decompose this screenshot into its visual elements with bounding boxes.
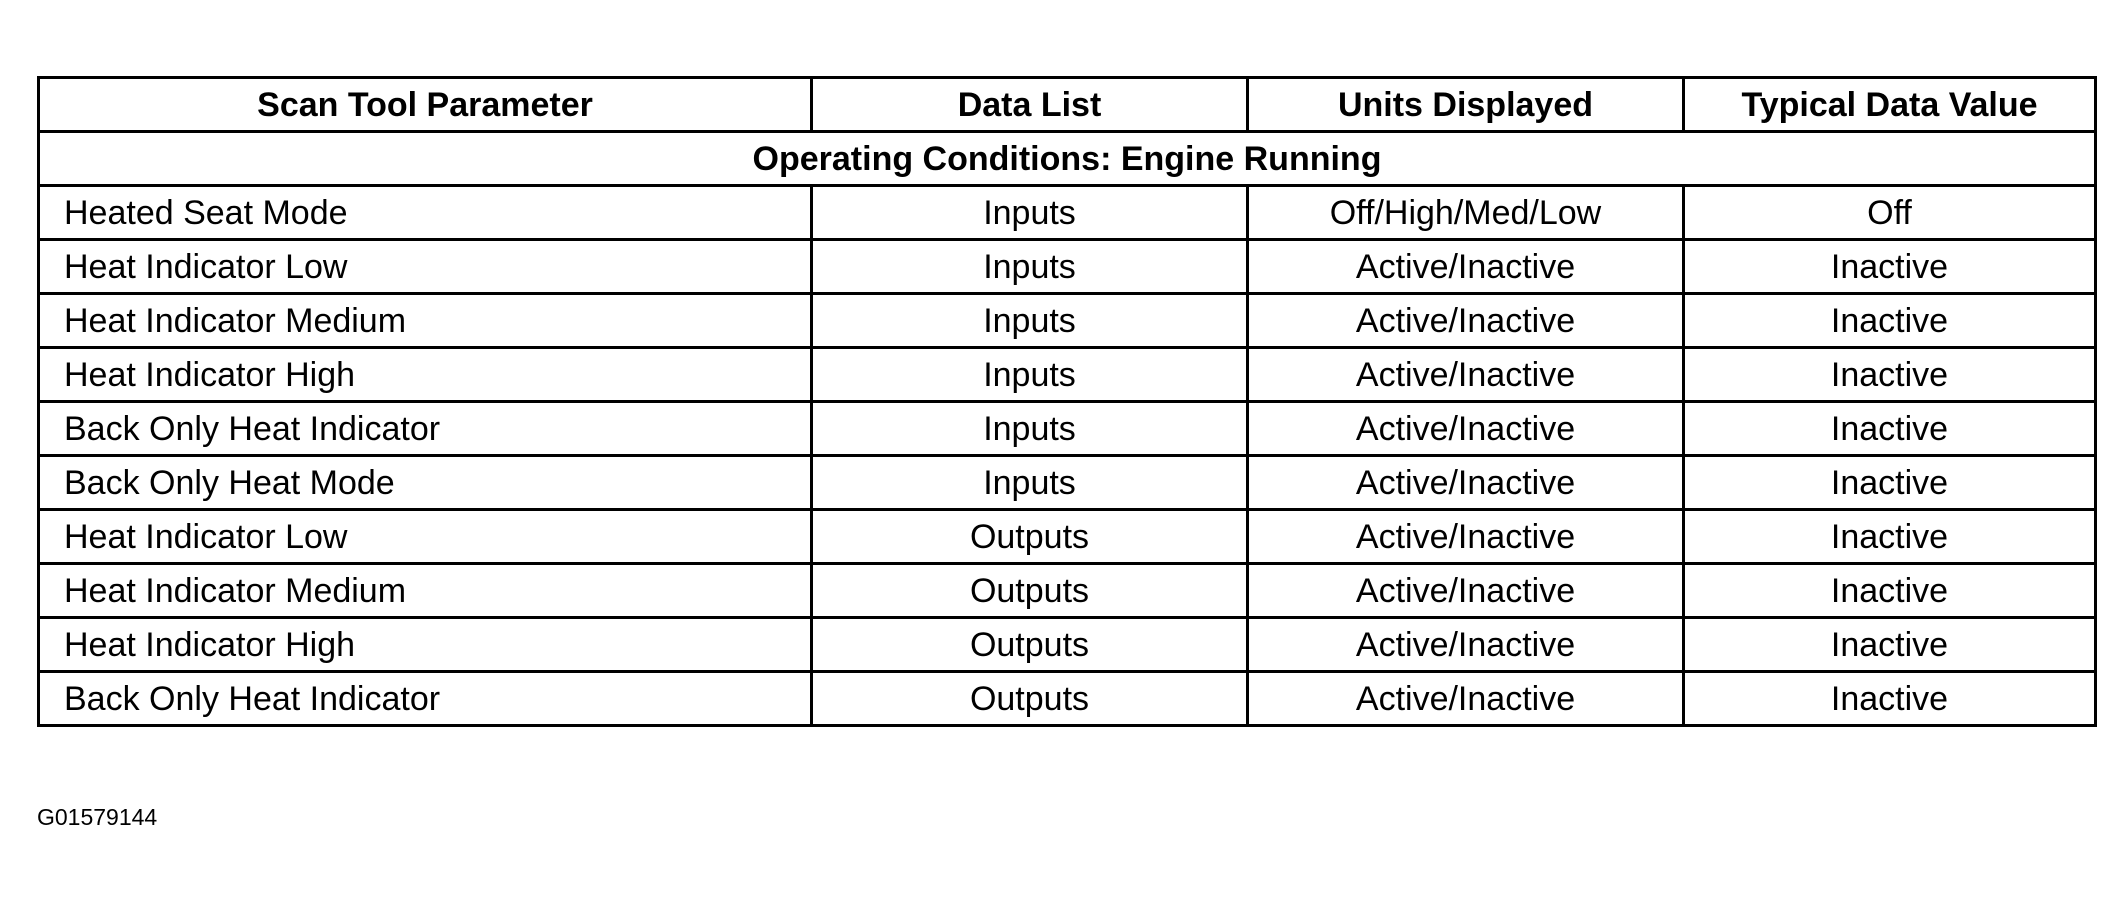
- cell-units: Active/Inactive: [1248, 672, 1684, 726]
- cell-data-list: Inputs: [812, 186, 1248, 240]
- cell-typical-value: Inactive: [1684, 294, 2096, 348]
- table-row: [39, 240, 2096, 294]
- header-typical-data-value: Typical Data Value: [1684, 78, 2096, 132]
- cell-parameter: Heat Indicator Medium: [39, 564, 812, 618]
- scan-tool-data-table: [37, 76, 2097, 727]
- table-row: [39, 564, 2096, 618]
- cell-data-list: Outputs: [812, 564, 1248, 618]
- cell-parameter: Heat Indicator Low: [39, 510, 812, 564]
- header-scan-tool-parameter: Scan Tool Parameter: [39, 78, 812, 132]
- table-row: [39, 456, 2096, 510]
- cell-units: Active/Inactive: [1248, 456, 1684, 510]
- cell-typical-value: Inactive: [1684, 456, 2096, 510]
- table-row: [39, 672, 2096, 726]
- header-data-list: Data List: [812, 78, 1248, 132]
- cell-typical-value: Inactive: [1684, 510, 2096, 564]
- cell-data-list: Inputs: [812, 456, 1248, 510]
- cell-parameter: Back Only Heat Mode: [39, 456, 812, 510]
- cell-units: Active/Inactive: [1248, 240, 1684, 294]
- cell-typical-value: Inactive: [1684, 240, 2096, 294]
- cell-units: Active/Inactive: [1248, 618, 1684, 672]
- cell-parameter: Heat Indicator High: [39, 618, 812, 672]
- cell-typical-value: Off: [1684, 186, 2096, 240]
- cell-data-list: Outputs: [812, 618, 1248, 672]
- table-row: [39, 402, 2096, 456]
- section-label: Operating Conditions: Engine Running: [39, 132, 2096, 186]
- cell-data-list: Inputs: [812, 240, 1248, 294]
- cell-data-list: Inputs: [812, 348, 1248, 402]
- cell-parameter: Heated Seat Mode: [39, 186, 812, 240]
- cell-data-list: Outputs: [812, 510, 1248, 564]
- figure-id: G01579144: [37, 804, 158, 830]
- header-units-displayed: Units Displayed: [1248, 78, 1684, 132]
- table-row: [39, 186, 2096, 240]
- cell-typical-value: Inactive: [1684, 618, 2096, 672]
- cell-typical-value: Inactive: [1684, 348, 2096, 402]
- cell-units: Active/Inactive: [1248, 510, 1684, 564]
- cell-parameter: Heat Indicator High: [39, 348, 812, 402]
- cell-typical-value: Inactive: [1684, 672, 2096, 726]
- cell-data-list: Inputs: [812, 294, 1248, 348]
- cell-units: Active/Inactive: [1248, 564, 1684, 618]
- table-row: [39, 348, 2096, 402]
- cell-parameter: Back Only Heat Indicator: [39, 402, 812, 456]
- table-row: [39, 294, 2096, 348]
- table-row: [39, 510, 2096, 564]
- cell-units: Active/Inactive: [1248, 294, 1684, 348]
- cell-typical-value: Inactive: [1684, 564, 2096, 618]
- cell-typical-value: Inactive: [1684, 402, 2096, 456]
- section-row: [39, 132, 2096, 186]
- cell-units: Off/High/Med/Low: [1248, 186, 1684, 240]
- table-header-row: [39, 78, 2096, 132]
- cell-units: Active/Inactive: [1248, 402, 1684, 456]
- table-row: [39, 618, 2096, 672]
- cell-data-list: Outputs: [812, 672, 1248, 726]
- cell-parameter: Back Only Heat Indicator: [39, 672, 812, 726]
- cell-units: Active/Inactive: [1248, 348, 1684, 402]
- cell-data-list: Inputs: [812, 402, 1248, 456]
- cell-parameter: Heat Indicator Low: [39, 240, 812, 294]
- cell-parameter: Heat Indicator Medium: [39, 294, 812, 348]
